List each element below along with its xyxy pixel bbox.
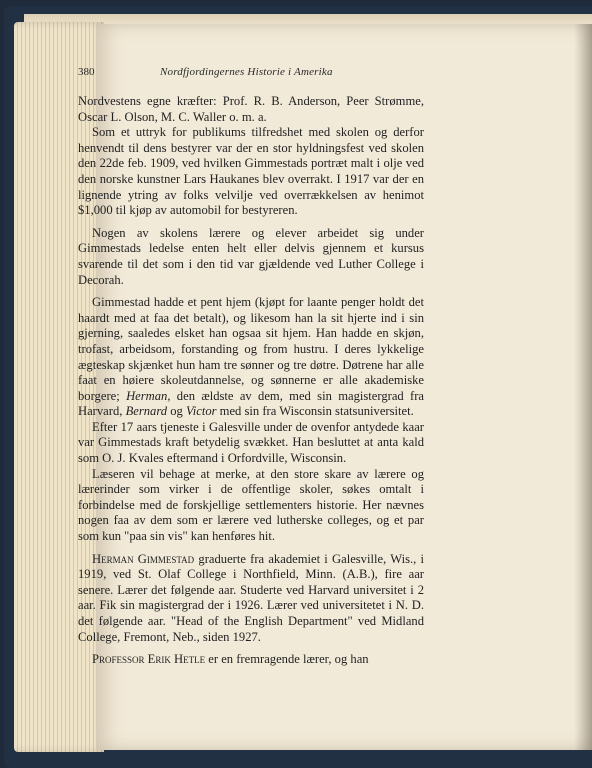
paragraph-7 xyxy=(78,552,424,646)
paragraph-text: og xyxy=(167,404,186,419)
paragraph-text: graduerte fra akademiet i Galesville, Wis., i 1919, ved St. Olaf College i Northfield, Minn. (A.B.), fire aar senere. Lærer det følgende aar. Studerte ved Harvard universitet i 2 aar. Fik sin magistergrad der i 1926. Lærer ved universitetet i N. D. det følgende aar. "Head of the English Department" ved Midland College, Fremont, Neb., siden 1927. xyxy=(78,551,424,644)
name-herman: Herman xyxy=(126,388,168,403)
page-number: 380 xyxy=(78,66,95,78)
running-title: Nordfjordingernes Historie i Amerika xyxy=(160,66,333,78)
paragraph-6 xyxy=(78,467,424,545)
paragraph-4 xyxy=(78,295,424,420)
lead-name: Herman Gimmestad xyxy=(92,551,195,566)
paragraph-text: , den ældste av dem, med sin magistergrad fra Harvard, xyxy=(78,388,424,419)
paragraph-2 xyxy=(78,125,424,219)
body-text xyxy=(78,94,424,668)
paragraph-8 xyxy=(78,652,424,668)
paragraph-text: Som et uttryk for publikums tilfredshet med skolen og derfor henvendt til dens bestyrer var der en stor hyldningsfest ved skolen den 22de feb. 1909, ved hvilken Gimmestads portræt malt i olje ved den norske kunstner Lars Haukanes blev overrakt. I 1917 var der en lignende ytring av folks velvilje ved overrækkelsen av henimot $1,000 til kjøp av automobil for bestyreren. xyxy=(78,125,424,218)
paragraph-text: Gimmestad hadde et pent hjem (kjøpt for laante penger holdt det haardt med at faa det betalt), og likesom han la sit hjerte ind i sin gjerning, saaledes elsket han ogsaa sit hjem. Han hadde en skjøn, trofast, arbeidsom, forstanding og from hustru. I deres lykkelige ægteskap skjænket hun ham tre sønner og tre døtre. Døtrene har alle faat en høiere skoleutdannelse, og sønnerne er alle akademiske borgere; xyxy=(78,295,424,403)
paragraph-text: Nogen av skolens lærere og elever arbeidet sig under Gimmestads ledelse enten helt eller delvis gjennem et kursus svarende til det som i den tid var gjældende ved Luther College i Decorah. xyxy=(78,225,424,287)
lead-name: Professor Erik Hetle xyxy=(92,652,206,667)
paragraph-3 xyxy=(78,226,424,288)
gutter-shadow xyxy=(574,24,592,750)
name-bernard: Bernard xyxy=(125,404,168,419)
name-victor: Victor xyxy=(185,404,217,419)
paragraph-text: er en fremragende lærer, og han xyxy=(205,652,369,667)
paragraph-text: Nordvestens egne kræfter: Prof. R. B. Anderson, Peer Strømme, Oscar L. Olson, M. C. Waller o. m. a. xyxy=(78,94,424,124)
page-header xyxy=(78,66,418,82)
paragraph-text: Efter 17 aars tjeneste i Galesville under de ovenfor antydede kaar var Gimmestads kraft betydelig svækket. Han besluttet at anta kald som O. J. Kvales eftermand i Orfordville, Wisconsin. xyxy=(78,419,424,466)
paragraph-text: Læseren vil behage at merke, at den store skare av lærere og lærerinder som virker i de offentlige skoler, søkes omtalt i forbindelse med de forskjellige settlementers historie. Her nævnes nogen faa av dem som er lærere ved lutherske colleges, og et par som kun "paa sin vis" kan henføres hit. xyxy=(78,466,424,544)
paragraph-text: med sin fra Wisconsin statsuniversitet. xyxy=(216,404,414,419)
paragraph-5 xyxy=(78,420,424,467)
paragraph-1 xyxy=(78,94,424,125)
